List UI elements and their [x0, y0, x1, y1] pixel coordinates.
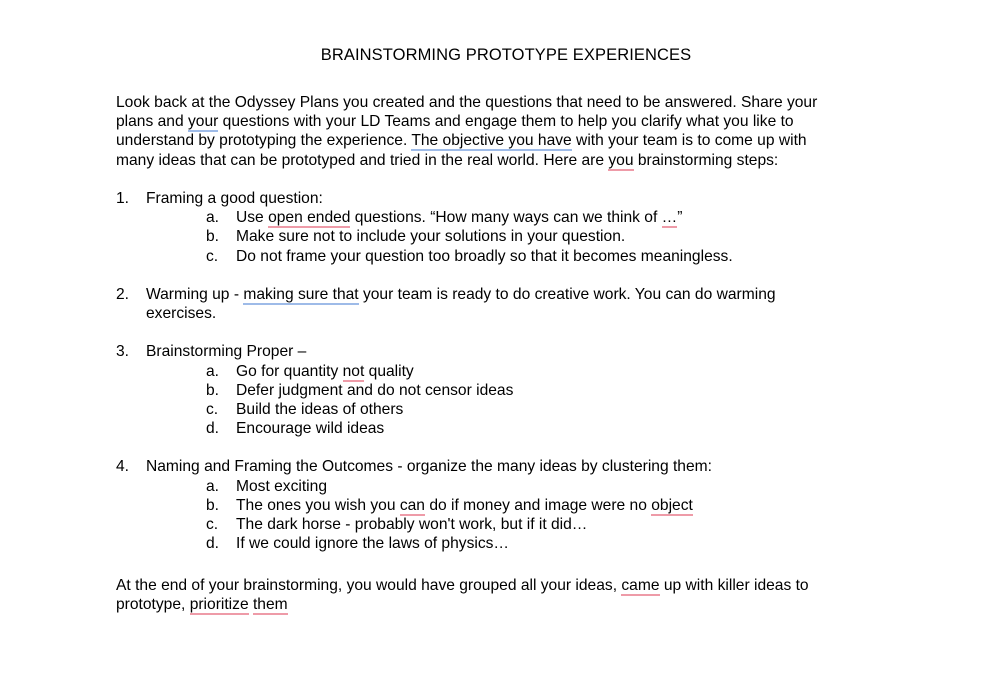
sub-item-text: Defer judgment and do not censor ideas: [236, 382, 514, 399]
list-number: 2.: [116, 286, 130, 303]
spelling-flag[interactable]: …: [661, 209, 678, 226]
text-run: do if money and image were no: [424, 497, 652, 514]
grammar-flag[interactable]: The objective you have: [411, 132, 572, 150]
sub-item-4d: [116, 534, 896, 553]
list-number: 3.: [116, 343, 130, 360]
intro-line: [116, 93, 896, 112]
closing-paragraph: [116, 576, 896, 614]
intro-line: [116, 112, 896, 131]
spelling-flag[interactable]: you: [608, 151, 634, 169]
intro-line: [116, 151, 896, 170]
sub-letter: c.: [206, 516, 219, 533]
sub-letter: d.: [206, 535, 220, 552]
intro-text: with your team is to come up with: [571, 132, 807, 150]
intro-line: [116, 131, 896, 150]
spelling-flag[interactable]: came: [621, 577, 660, 594]
sub-item-4a: [116, 477, 896, 496]
text-run: questions. “How many ways can we think of: [350, 209, 662, 226]
text-run: ”: [677, 209, 683, 226]
sub-item-text: If we could ignore the laws of physics…: [236, 535, 510, 552]
intro-text: Look back at the Odyssey Plans you created and the questions that need to be answered. Share your: [116, 94, 818, 111]
spelling-flag[interactable]: open ended: [268, 209, 351, 226]
sub-item-4b: [116, 496, 896, 515]
sub-item-text: [236, 496, 693, 515]
list-item-text: Framing a good question:: [146, 190, 323, 207]
list-number: 1.: [116, 190, 130, 207]
spelling-flag[interactable]: prioritize: [189, 596, 249, 614]
sub-item-3a: [116, 362, 896, 381]
sub-item-text: [236, 362, 414, 381]
sub-letter: b.: [206, 228, 220, 245]
text-run: quality: [364, 363, 414, 380]
list-item-text: Naming and Framing the Outcomes - organize the many ideas by clustering them:: [146, 458, 712, 475]
sub-letter: b.: [206, 382, 220, 399]
closing-line: [116, 595, 896, 614]
intro-text: understand by prototyping the experience.: [116, 132, 412, 150]
sub-item-text: Most exciting: [236, 478, 327, 495]
spelling-flag[interactable]: them: [252, 596, 288, 614]
sub-letter: a.: [206, 209, 220, 226]
sub-letter: d.: [206, 420, 220, 437]
sub-item-1c: [116, 247, 896, 266]
text-run: Warming up -: [146, 286, 244, 303]
sub-item-4c: [116, 515, 896, 534]
intro-paragraph: [116, 93, 896, 170]
intro-text: brainstorming steps:: [633, 151, 779, 169]
sub-letter: a.: [206, 363, 220, 380]
spelling-flag[interactable]: can: [399, 497, 425, 514]
sub-item-3c: [116, 400, 896, 419]
intro-text: questions with your LD Teams and engage them to help you clarify what you like to: [218, 113, 794, 131]
grammar-flag[interactable]: your: [187, 113, 219, 131]
text-run: prototype,: [116, 596, 190, 614]
sub-item-1a: [116, 208, 896, 227]
intro-text: plans and: [116, 113, 188, 131]
closing-line: [116, 576, 896, 595]
list-item-text: exercises.: [146, 305, 217, 323]
grammar-flag[interactable]: making sure that: [243, 286, 359, 303]
sub-item-text: Do not frame your question too broadly so that it becomes meaningless.: [236, 248, 733, 265]
text-run: your team is ready to do creative work. You can do warming: [358, 286, 776, 303]
list-item-text: Brainstorming Proper –: [146, 343, 307, 360]
list-number: 4.: [116, 458, 130, 475]
sub-letter: b.: [206, 497, 220, 514]
intro-text: many ideas that can be prototyped and tried in the real world. Here are: [116, 151, 609, 169]
text-run: The ones you wish you: [236, 497, 400, 514]
sub-item-3d: [116, 419, 896, 438]
sub-item-text: [236, 208, 682, 227]
sub-letter: c.: [206, 248, 219, 265]
sub-item-3b: [116, 381, 896, 400]
sub-letter: c.: [206, 401, 219, 418]
page-title: BRAINSTORMING PROTOTYPE EXPERIENCES: [320, 46, 692, 64]
text-run: At the end of your brainstorming, you would have grouped all your ideas,: [116, 577, 622, 594]
sub-item-1b: [116, 227, 896, 246]
text-run: Go for quantity: [236, 363, 343, 380]
sub-item-text: Encourage wild ideas: [236, 420, 385, 437]
text-run: up with killer ideas to: [659, 577, 809, 594]
sub-item-text: Make sure not to include your solutions in your question.: [236, 228, 626, 245]
sub-item-text: Build the ideas of others: [236, 401, 404, 418]
spelling-flag[interactable]: not: [342, 363, 365, 380]
list-item-text: [146, 285, 776, 304]
spelling-flag[interactable]: object: [651, 497, 693, 514]
sub-item-text: The dark horse - probably won't work, but if it did…: [236, 516, 588, 533]
text-run: Use: [236, 209, 269, 226]
sub-letter: a.: [206, 478, 220, 495]
list-item-2: [116, 285, 896, 325]
